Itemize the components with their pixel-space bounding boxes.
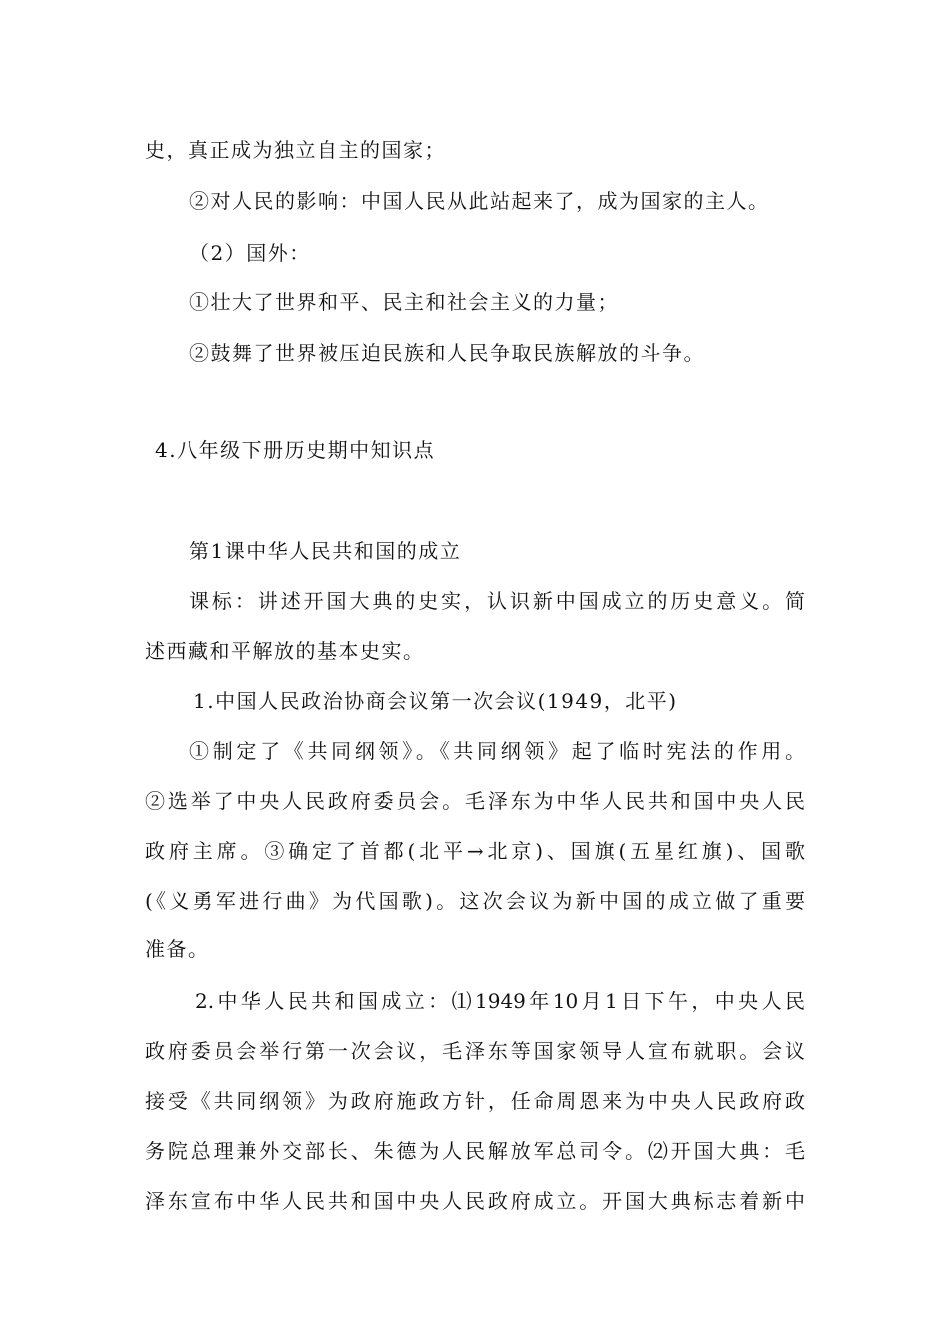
text-line-2: ②对人民的影响：中国人民从此站起来了，成为国家的主人。	[189, 189, 770, 213]
text-line-1: 史，真正成为独立自主的国家；	[145, 138, 446, 162]
section-heading: 4.八年级下册历史期中知识点	[155, 438, 436, 462]
text-line-14: (《义勇军进行曲》为代国歌)。这次会议为新中国的成立做了重要	[145, 889, 805, 913]
text-line-8: 课标：讲述开国大典的史实，认识新中国成立的历史意义。简	[189, 589, 805, 613]
text-line-3: （2）国外：	[189, 241, 311, 265]
text-line-16: 2.中华人民共和国成立：⑴1949年10月1日下午，中央人民	[195, 989, 805, 1013]
lesson-title: 第1课中华人民共和国的成立	[189, 539, 462, 563]
text-line-15: 准备。	[145, 937, 210, 961]
text-line-11: ①制定了《共同纲领》。《共同纲领》起了临时宪法的作用。	[189, 739, 805, 763]
text-line-4: ①壮大了世界和平、民主和社会主义的力量；	[189, 290, 619, 314]
text-line-9: 述西藏和平解放的基本史实。	[145, 639, 425, 663]
text-line-10: 1.中国人民政治协商会议第一次会议(1949，北平)	[193, 689, 678, 713]
text-line-18: 接受《共同纲领》为政府施政方针，任命周恩来为中央人民政府政	[145, 1089, 805, 1113]
text-line-19: 务院总理兼外交部长、朱德为人民解放军总司令。⑵开国大典：毛	[145, 1139, 805, 1163]
text-line-17: 政府委员会举行第一次会议，毛泽东等国家领导人宣布就职。会议	[145, 1039, 805, 1063]
text-line-20: 泽东宣布中华人民共和国中央人民政府成立。开国大典标志着新中	[145, 1189, 805, 1213]
text-line-13: 政府主席。③确定了首都(北平→北京)、国旗(五星红旗)、国歌	[145, 839, 805, 863]
text-line-12: ②选举了中央人民政府委员会。毛泽东为中华人民共和国中央人民	[145, 789, 805, 813]
text-line-5: ②鼓舞了世界被压迫民族和人民争取民族解放的斗争。	[189, 341, 705, 365]
